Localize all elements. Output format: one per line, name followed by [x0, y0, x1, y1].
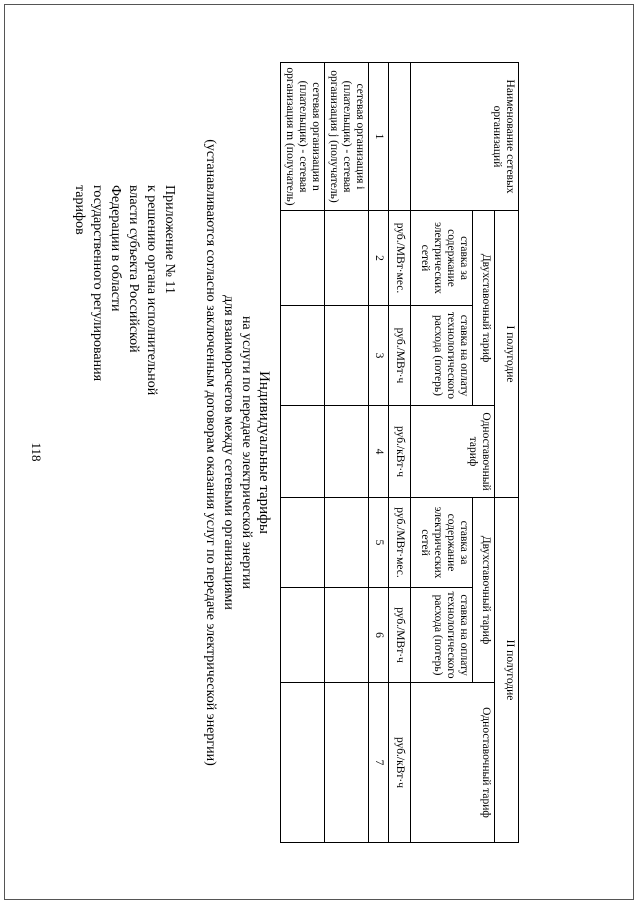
value-cell	[325, 211, 369, 306]
column-number: 2	[369, 211, 389, 306]
unit-cell-empty	[389, 63, 411, 211]
table-row	[325, 63, 369, 843]
table-row	[281, 63, 325, 843]
value-cell	[325, 588, 369, 683]
half1-header: I полугодие	[495, 211, 519, 498]
value-cell	[325, 406, 369, 498]
value-cell	[325, 683, 369, 843]
tariff-table-wrap	[284, 62, 519, 842]
title-line: (устанавливаются согласно заключенным договорам оказания услуг по передаче электрической энергии)	[203, 139, 218, 766]
half2-header: II полугодие	[495, 498, 519, 843]
unit-cell: руб./МВт·мес.	[389, 211, 411, 306]
column-number: 7	[369, 683, 389, 843]
column-number: 6	[369, 588, 389, 683]
appendix-line: власти субъекта Российской	[126, 185, 141, 353]
rate-maintenance-1: ставка за содержание электрических сетей	[411, 211, 473, 306]
unit-cell: руб./МВт·мес.	[389, 498, 411, 588]
title-main: Индивидуальные тарифы	[256, 371, 272, 534]
column-number: 1	[369, 63, 389, 211]
column-number: 5	[369, 498, 389, 588]
rate-maintenance-2: ставка за содержание электрических сетей	[411, 498, 473, 588]
appendix-block	[70, 185, 178, 515]
column-number: 3	[369, 306, 389, 406]
value-cell	[281, 498, 325, 588]
org-pair-cell: сетевая организация n (плательщик) - сетевая организация m (получатель)	[281, 63, 325, 211]
appendix-line: к решению органа исполнительной	[144, 185, 159, 396]
unit-cell: руб./кВт·ч	[389, 406, 411, 498]
value-cell	[281, 588, 325, 683]
title-line: на услуги по передаче электрической энергии	[239, 315, 254, 590]
appendix-line: государственного регулирования	[90, 185, 105, 382]
title-line: для взаиморасчетов между сетевыми организациями	[221, 295, 236, 610]
column-number: 4	[369, 406, 389, 498]
value-cell	[281, 211, 325, 306]
appendix-line: тарифов	[72, 185, 87, 235]
appendix-line: Приложение № 11	[162, 185, 177, 294]
value-cell	[281, 306, 325, 406]
two-part-header-2: Двухставочный тариф	[473, 498, 495, 683]
unit-cell: руб./МВт·ч	[389, 588, 411, 683]
appendix-line: Федерации в области	[108, 185, 123, 312]
rate-losses-1: ставка на оплату технологического расхода (потерь)	[411, 306, 473, 406]
tariff-table	[280, 62, 519, 843]
one-part-header-2: Одноставочный тариф	[411, 683, 495, 843]
value-cell	[281, 406, 325, 498]
unit-cell: руб./МВт·ч	[389, 306, 411, 406]
org-pair-cell: сетевая организация i (плательщик) - сетевая организация j (получатель)	[325, 63, 369, 211]
value-cell	[325, 306, 369, 406]
one-part-header-1: Одноставочный тариф	[411, 406, 495, 498]
value-cell	[325, 498, 369, 588]
page-number: 118	[29, 442, 44, 462]
two-part-header-1: Двухставочный тариф	[473, 211, 495, 406]
org-header: Наименование сетевых организаций	[411, 63, 519, 211]
document-title	[201, 0, 273, 905]
unit-cell: руб./кВт·ч	[389, 683, 411, 843]
rate-losses-2: ставка на оплату технологического расхода (потерь)	[411, 588, 473, 683]
value-cell	[281, 683, 325, 843]
